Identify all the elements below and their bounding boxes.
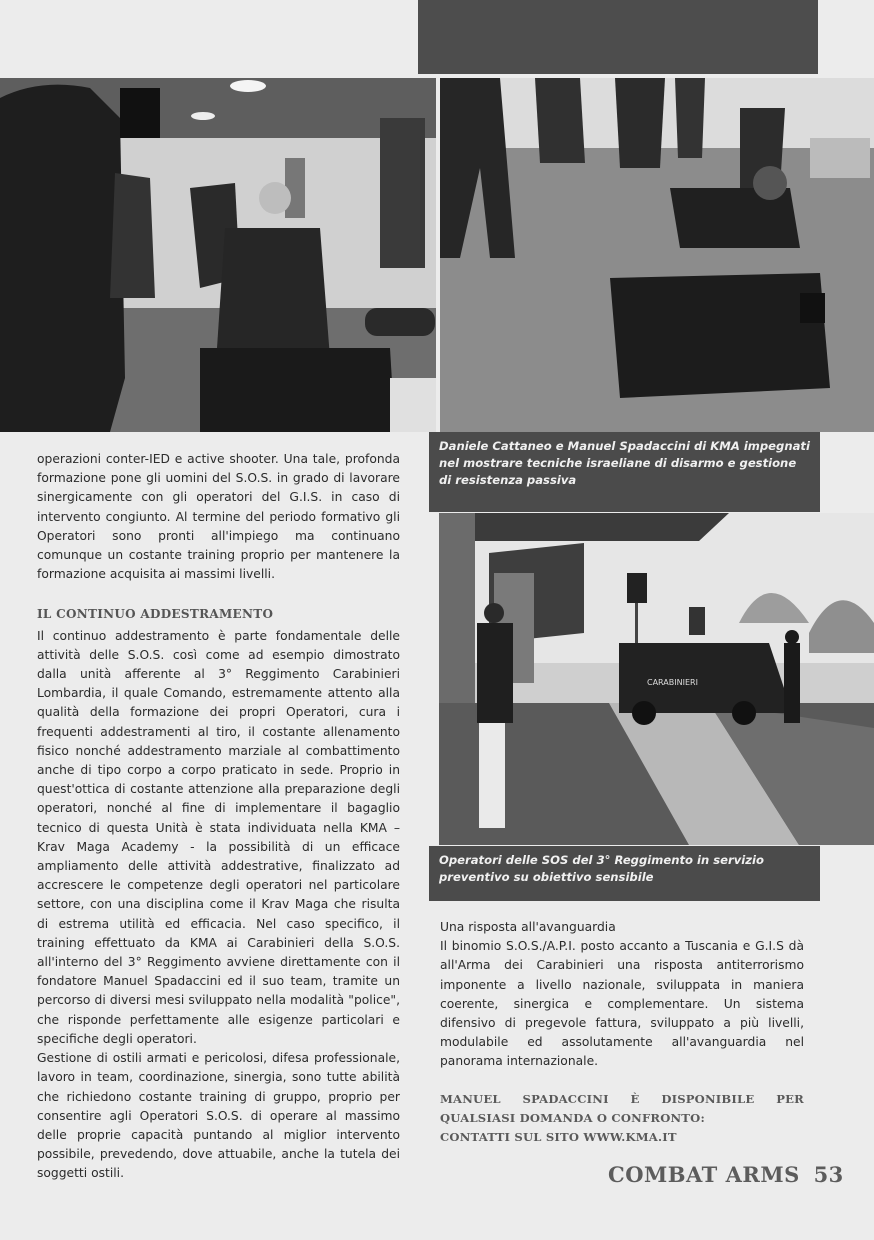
photo-caption-training: Daniele Cattaneo e Manuel Spadaccini di KMA impegnati nel mostrare tecniche israeliane di disarmo e gestione di resistenza passiva xyxy=(429,432,820,512)
body-paragraph-2: Gestione di ostili armati e pericolosi, difesa professionale, lavoro in team, coordinazione, sinergia, sono tutte abilità che richiedono costante training di gruppo, proprio per consentire agli Operatori S.O.S. di operare al massimo delle proprie capacità puntando al miglior intervento possibile, prevedendo, dove attuabile, anche la tutela dei soggetti ostili. xyxy=(37,1051,400,1181)
contact-line-2: CONTATTI SUL SITO WWW.KMA.IT xyxy=(440,1129,677,1144)
page-footer xyxy=(608,1162,844,1187)
magazine-name: COMBAT ARMS xyxy=(608,1162,800,1187)
training-photo-left xyxy=(0,78,436,432)
article-left-column xyxy=(37,450,400,1184)
training-photo-icon xyxy=(0,78,436,432)
section-heading: IL CONTINUO ADDESTRAMENTO xyxy=(37,607,274,622)
patrol-photo xyxy=(439,513,874,845)
vehicle-label: CARABINIERI xyxy=(647,678,698,687)
section-subheading: Una risposta all'avanguardia xyxy=(440,920,616,934)
training-photo-right xyxy=(440,78,874,432)
photo-caption-patrol: Operatori delle SOS del 3° Reggimento in servizio preventivo su obiettivo sensibile xyxy=(429,846,820,901)
body-paragraph-1: Il continuo addestramento è parte fondamentale delle attività delle S.O.S. così come ad esempio dimostrato dalla unità afferente al 3° Reggimento Carabinieri Lombardia, il quale Comando, estremamente attento alla qualità della formazione dei propri Operatori, cura i frequenti addestramenti al tiro, il costante allenamento fisico nonché addestramento marziale al combattimento anche di tipo corpo a corpo praticato in sede. Proprio in quest'ottica di costante attenzione alla preparazione degli operatori, nonché al fine di implementare il bagaglio tecnico di questa Unità è stata individuata nella KMA – Krav Maga Academy - la possibilità di un efficace ampliamento delle attività addestrative, finalizzato ad accrescere le competenze degli operatori nel particolare settore, con una disciplina come il Krav Maga che risulta di estrema utilità ed efficacia. Nel caso specifico, il training effettuato da KMA ai Carabinieri della S.O.S. all'interno del 3° Reggimento avviene direttamente con il fondatore Manuel Spadaccini ed il suo team, tramite un percorso di diversi mesi sviluppato nella modalità "police", che risponde perfettamente alle esigenze particolari e specifiche degli operatori. xyxy=(37,628,400,1046)
contact-line-1: MANUEL SPADACCINI È DISPONIBILE PER QUALSIASI DOMANDA O CONFRONTO: xyxy=(440,1091,804,1125)
article-right-column xyxy=(440,918,804,1147)
body-paragraph-3: Il binomio S.O.S./A.P.I. posto accanto a Tuscania e G.I.S dà all'Arma dei Carabinieri una risposta antiterrorismo imponente a livello nazionale, sviluppata in maniera coerente, sinergica e complementare. Un sistema difensivo di pregevole fattura, sviluppato a più livelli, modulabile ed assolutamente all'avanguardia nel panorama internazionale. xyxy=(440,939,804,1069)
intro-paragraph: operazioni conter-IED e active shooter. Una tale, profonda formazione pone gli uomini del S.O.S. in grado di lavorare sinergicamente con gli operatori del G.I.S. in caso di intervento congiunto. Al termine del periodo formativo gli Operatori sono pronti all'impiego ma continuano comunque un costante training proprio per mantenere la formazione acquisita ai massimi livelli. xyxy=(37,452,400,582)
page-number: 53 xyxy=(813,1162,844,1187)
header-color-bar xyxy=(418,0,818,74)
training-photo-icon xyxy=(440,78,874,432)
contact-info xyxy=(440,1090,804,1147)
patrol-photo-icon xyxy=(439,513,874,845)
